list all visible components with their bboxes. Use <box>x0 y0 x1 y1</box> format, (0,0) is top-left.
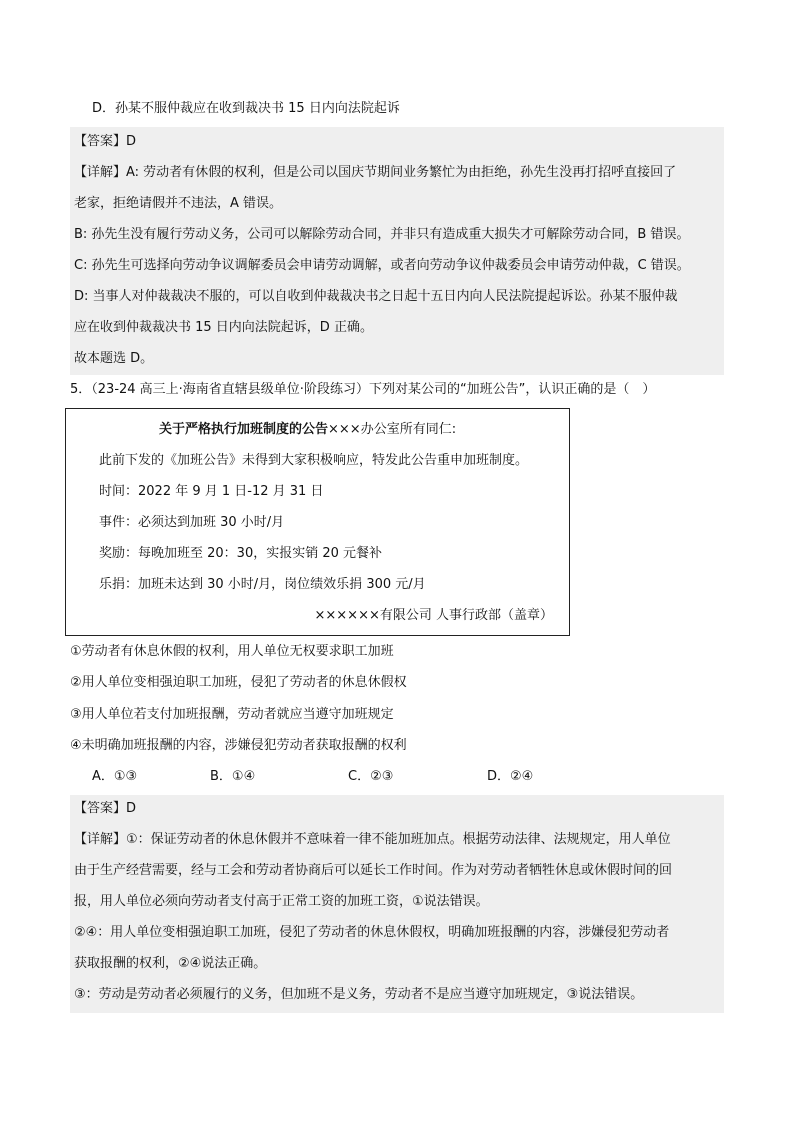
notice-line: 事件：必须达到加班 30 小时/月 <box>99 515 285 530</box>
notice-title-rest: ×××办公室所有同仁: <box>328 422 457 437</box>
q4-explanation-block <box>70 127 724 375</box>
notice-line: 时间：2022 年 9 月 1 日-12 月 31 日 <box>99 484 324 499</box>
q5-detail-line: 获取报酬的权利，②④说法正确。 <box>74 956 267 971</box>
q5-detail-line: 报，用人单位必须向劳动者支付高于正常工资的加班工资，①说法错误。 <box>74 894 489 909</box>
q5-detail-line: ③：劳动是劳动者必须履行的义务，但加班不是义务，劳动者不是应当遵守加班规定，③说法错误。 <box>74 987 644 1002</box>
notice-line: 乐捐：加班未达到 30 小时/月，岗位绩效乐捐 300 元/月 <box>99 577 426 592</box>
statement-3: ③用人单位若支付加班报酬，劳动者就应当遵守加班规定 <box>70 707 394 722</box>
q5-detail-line: ②④：用人单位变相强迫职工加班，侵犯了劳动者的休息休假权，明确加班报酬的内容，涉嫌侵犯劳动者 <box>74 925 670 940</box>
notice-signature: ××××××有限公司 人事行政部（盖章） <box>314 608 553 623</box>
q5-detail-line: 【详解】①：保证劳动者的休息休假并不意味着一律不能加班加点。根据劳动法律、法规规定，用人单位 <box>74 832 671 847</box>
option-c: C．②③ <box>348 769 394 784</box>
q4-detail-line: 【详解】A: 劳动者有休假的权利，但是公司以国庆节期间业务繁忙为由拒绝，孙先生没再打招呼直接回了 <box>74 165 677 180</box>
statement-2: ②用人单位变相强迫职工加班，侵犯了劳动者的休息休假权 <box>70 675 407 690</box>
statement-4: ④未明确加班报酬的内容，涉嫌侵犯劳动者获取报酬的权利 <box>70 738 407 753</box>
statement-1: ①劳动者有休息休假的权利，用人单位无权要求职工加班 <box>70 644 394 659</box>
q4-detail-line: 应在收到仲裁裁决书 15 日内向法院起诉，D 正确。 <box>74 320 373 335</box>
q4-detail-line: C: 孙先生可选择向劳动争议调解委员会申请劳动调解，或者向劳动争议仲裁委员会申请劳动仲裁，C 错误。 <box>74 258 690 273</box>
q4-detail-line: 故本题选 D。 <box>74 351 154 366</box>
notice-box <box>65 408 570 636</box>
q4-answer: 【答案】D <box>74 134 137 149</box>
notice-title <box>159 420 456 440</box>
option-d: D．②④ <box>487 769 534 784</box>
q5-answer: 【答案】D <box>74 801 137 816</box>
notice-line: 奖励：每晚加班至 20：30，实报实销 20 元餐补 <box>99 546 383 561</box>
notice-line: 此前下发的《加班公告》未得到大家积极响应，特发此公告重申加班制度。 <box>99 453 529 468</box>
q5-explanation-block <box>70 795 724 1013</box>
q5-stem: 5．（23-24 高三上·海南省直辖县级单位·阶段练习）下列对某公司的“加班公告”，认识正确的是（ ） <box>70 382 656 397</box>
q4-detail-line: 老家，拒绝请假并不违法，A 错误。 <box>74 196 283 211</box>
notice-title-bold: 关于严格执行加班制度的公告 <box>159 422 329 437</box>
option-a: A．①③ <box>92 769 138 784</box>
q5-detail-line: 由于生产经营需要，经与工会和劳动者协商后可以延长工作时间。作为对劳动者牺牲休息或休假时间的回 <box>74 863 673 878</box>
q4-detail-line: D: 当事人对仲裁裁决不服的，可以自收到仲裁裁决书之日起十五日内向人民法院提起诉讼。孙某不服仲裁 <box>74 289 678 304</box>
option-b: B．①④ <box>210 769 256 784</box>
q4-detail-line: B: 孙先生没有履行劳动义务，公司可以解除劳动合同，并非只有造成重大损失才可解除劳动合同，B 错误。 <box>74 227 690 242</box>
q4-option-d: D．孙某不服仲裁应在收到裁决书 15 日内向法院起诉 <box>92 101 400 116</box>
